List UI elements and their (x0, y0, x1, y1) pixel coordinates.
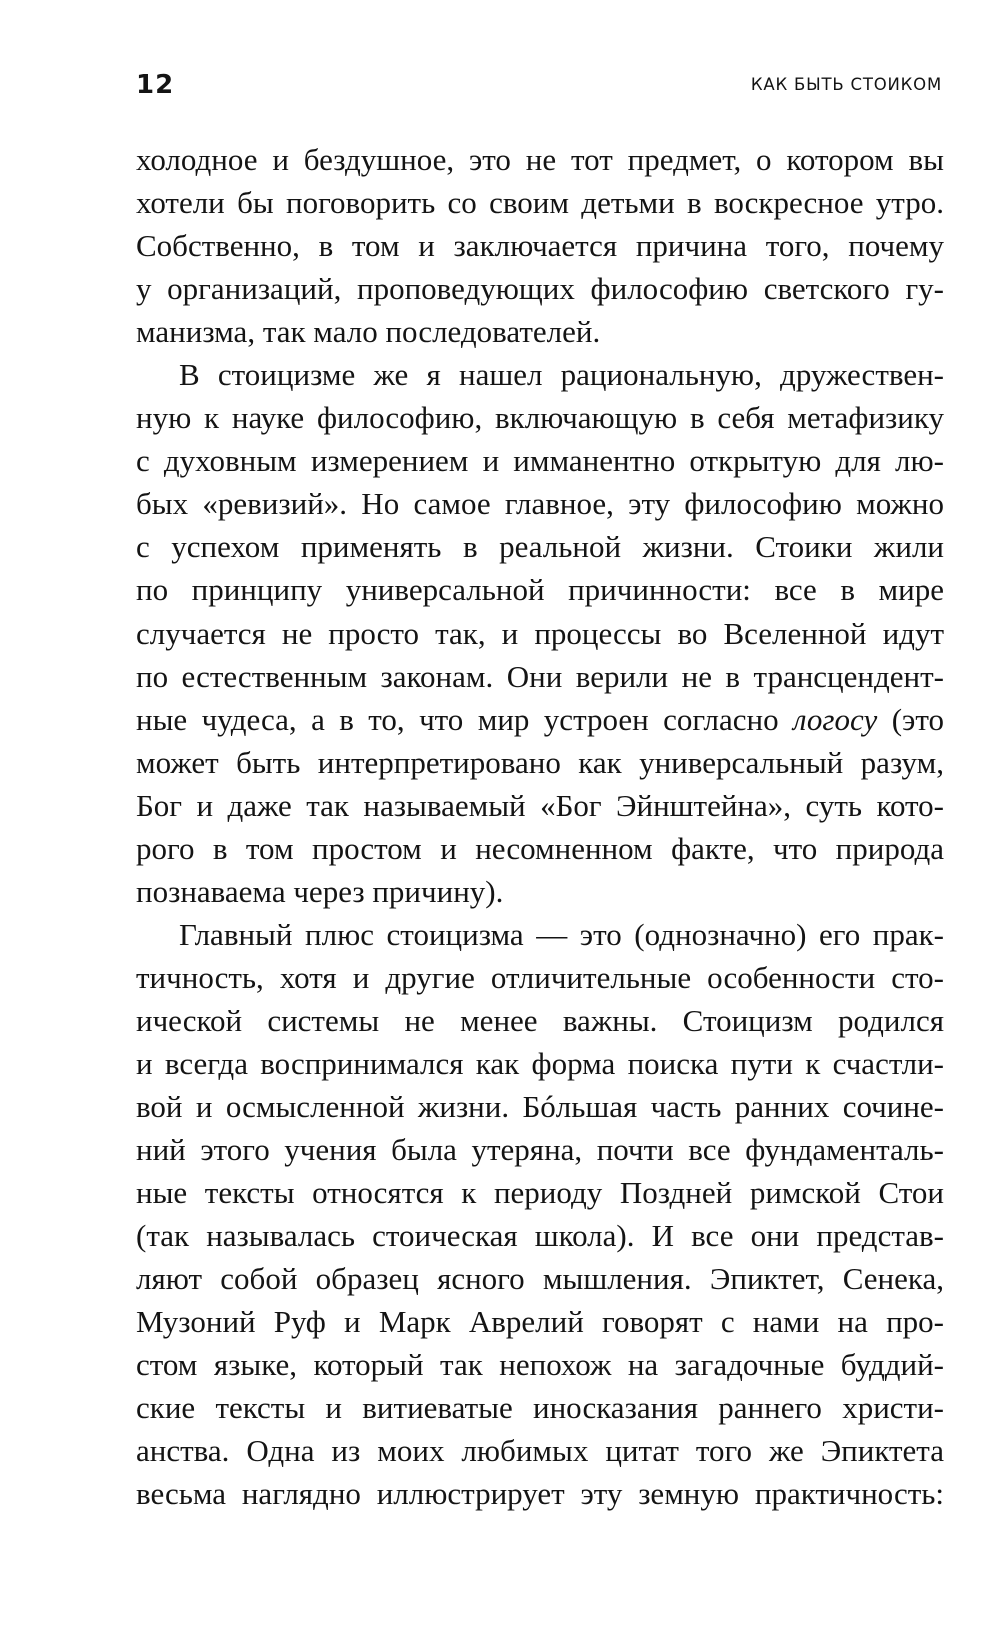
text-line: Бог и даже так называемый «Бог Эйнштейна», суть кото- (136, 787, 944, 823)
text-line (136, 698, 944, 741)
text-line: ической системы не менее важны. Стоицизм родился (136, 1002, 944, 1038)
text-line: весьма наглядно иллюстрирует эту земную практичность: (136, 1476, 944, 1512)
running-title: КАК БЫТЬ СТОИКОМ (750, 75, 942, 94)
text-fragment: (это (877, 701, 944, 737)
text-line: тичность, хотя и другие отличительные особенности сто- (136, 959, 944, 995)
text-line: стом языке, который так непохож на загадочные буддий- (136, 1347, 944, 1383)
text-line: манизма, так мало последователей. (136, 314, 601, 350)
text-line: В стоицизме же я нашел рациональную, дружествен- (179, 357, 944, 393)
text-fragment: ные чудеса, а в то, что мир устроен согласно (136, 701, 794, 737)
text-line: Главный плюс стоицизма — это (однозначно) его прак- (179, 916, 944, 952)
body-text (136, 138, 944, 1516)
text-line: рого в том простом и несомненном факте, что природа (136, 830, 944, 866)
text-line: вой и осмысленной жизни. Бóльшая часть ранних сочине- (136, 1089, 944, 1125)
text-line: ную к науке философию, включающую в себя метафизику (136, 400, 944, 436)
text-line: у организаций, проповедующих философию светского гу- (136, 271, 944, 307)
text-line: ляют собой образец ясного мышления. Эпиктет, Сенека, (136, 1261, 944, 1297)
text-line: ные тексты относятся к периоду Поздней римской Стои (136, 1175, 944, 1211)
text-line: ские тексты и витиеватые иносказания раннего христи- (136, 1390, 944, 1426)
text-line: познаваема через причину). (136, 873, 504, 909)
text-line: Собственно, в том и заключается причина того, почему (136, 228, 944, 264)
text-line: хотели бы поговорить со своим детьми в воскресное утро. (136, 185, 944, 221)
text-line: бых «ревизий». Но самое главное, эту философию можно (136, 486, 944, 522)
text-line: и всегда воспринимался как форма поиска пути к счастли- (136, 1045, 944, 1081)
italic-term-logos: логосу (793, 701, 878, 737)
text-line: (так называлась стоическая школа). И все они представ- (136, 1218, 944, 1254)
text-line: по естественным законам. Они верили не в трансцендент- (136, 658, 944, 694)
text-line: случается не просто так, и процессы во Вселенной идут (136, 615, 944, 651)
text-line: ний этого учения была утеряна, почти все фундаменталь- (136, 1132, 944, 1168)
text-line: по принципу универсальной причинности: все в мире (136, 572, 944, 608)
text-line: с духовным измерением и имманентно открытую для лю- (136, 443, 944, 479)
text-line: Музоний Руф и Марк Аврелий говорят с нами на про- (136, 1304, 944, 1340)
page-number: 12 (136, 70, 175, 100)
text-line: холодное и бездушное, это не тот предмет, о котором вы (136, 142, 944, 177)
text-line: анства. Одна из моих любимых цитат того же Эпиктета (136, 1433, 944, 1469)
text-line: может быть интерпретировано как универсальный разум, (136, 744, 944, 780)
text-line: с успехом применять в реальной жизни. Стоики жили (136, 529, 944, 565)
